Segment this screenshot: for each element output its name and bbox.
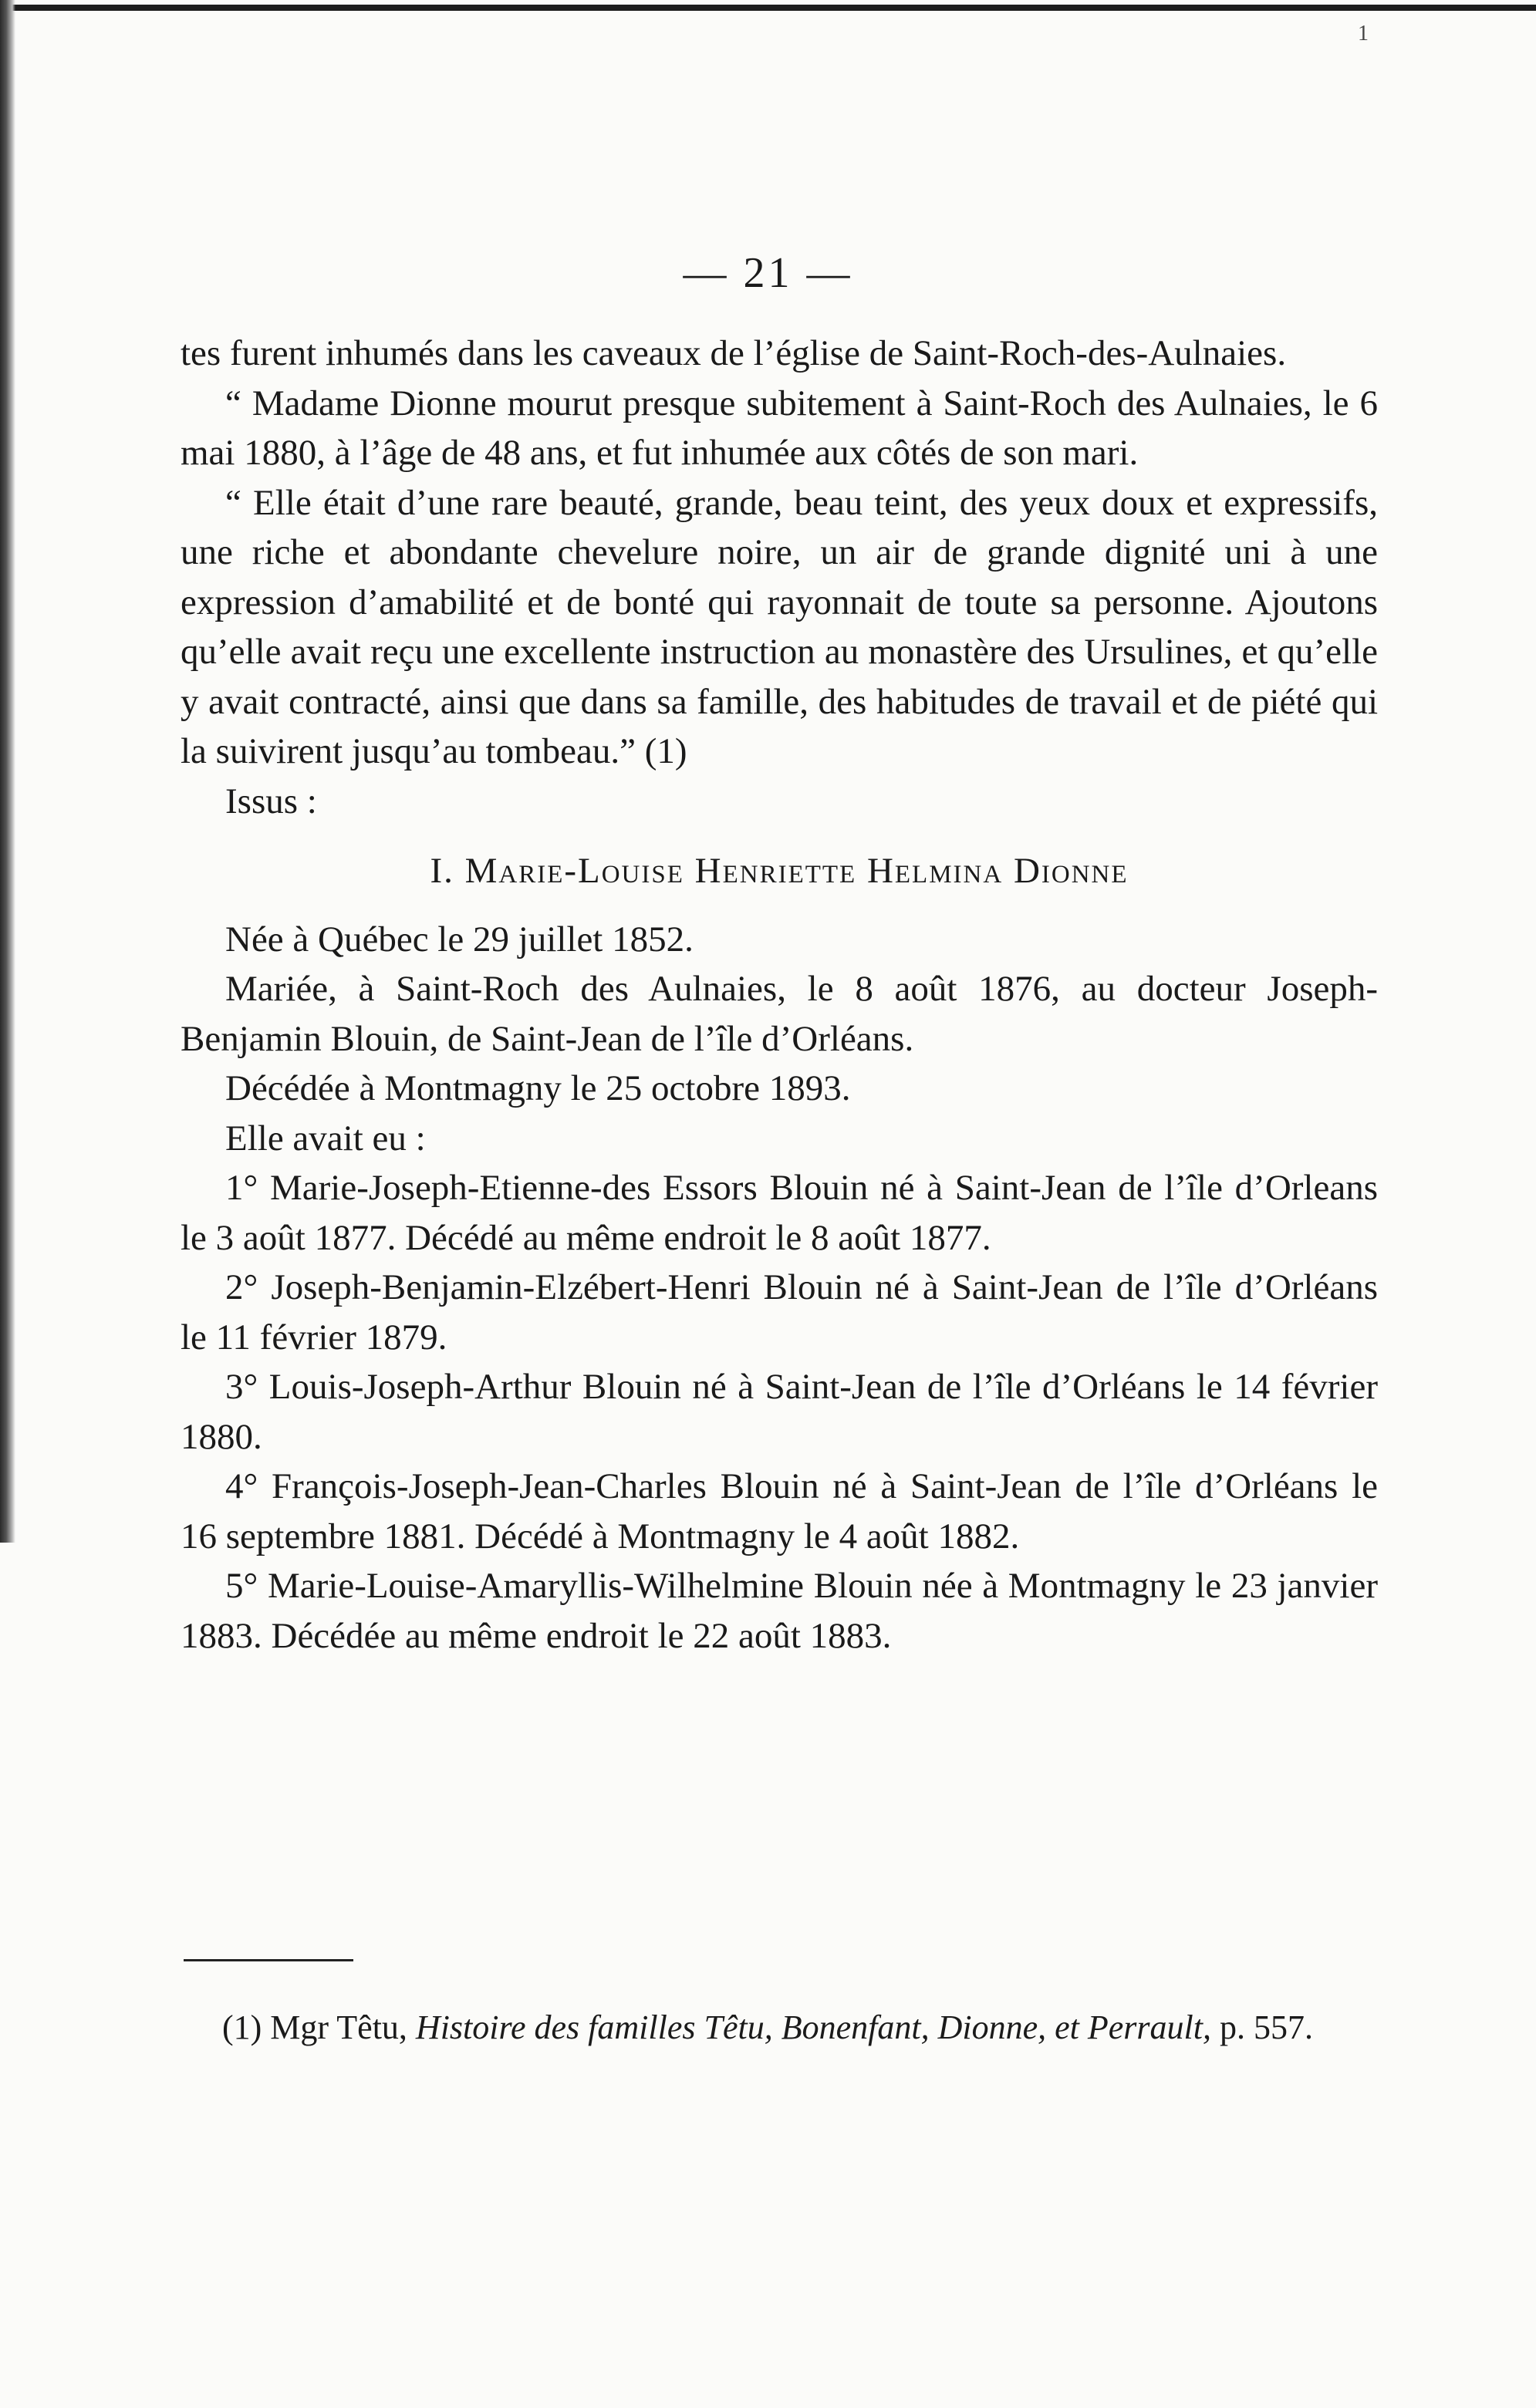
paragraph-quote-death: “ Madame Dionne mourut presque subitement à Saint-Roch des Aulnaies, le 6 mai 1880, à l’âge de 48 ans, et fut inhumée aux côtés de son mari. <box>181 383 1378 473</box>
child-entry-5: 5° Marie-Louise-Amaryllis-Wilhelmine Blouin née à Montmagny le 23 janvier 1883. Décédée au même endroit le 22 août 1883. <box>181 1566 1378 1656</box>
child-entry-2: 2° Joseph-Benjamin-Elzébert-Henri Blouin né à Saint-Jean de l’île d’Orléans le 11 février 1879. <box>181 1267 1378 1357</box>
scan-binding-edge <box>0 0 15 1543</box>
paragraph-continuation: tes furent inhumés dans les caveaux de l’église de Saint-Roch-des-Aulnaies. <box>181 333 1287 373</box>
footnote-title: Histoire des familles Têtu, Bonenfant, Dionne, et Perrault, <box>415 2008 1211 2046</box>
top-border-rule <box>0 5 1536 11</box>
child-entry-3: 3° Louis-Joseph-Arthur Blouin né à Saint-Jean de l’île d’Orléans le 14 février 1880. <box>181 1367 1378 1457</box>
paragraph-quote-description: “ Elle était d’une rare beauté, grande, beau teint, des yeux doux et expressifs, une riche et abondante chevelure noire, un air de grande dignité uni à une expression d’amabilité et de bonté qui rayonnait de toute sa personne. Ajoutons qu’elle avait reçu une excellente instruction au monastère des Ursulines, et qu’elle y avait contracté, ainsi que dans sa famille, des habitudes de travail et de piété qui la suivirent jusqu’au tombeau.” (1) <box>181 482 1378 771</box>
entry-death: Décédée à Montmagny le 25 octobre 1893. <box>225 1068 851 1108</box>
child-entry-1: 1° Marie-Joseph-Etienne-des Essors Blouin né à Saint-Jean de l’île d’Orleans le 3 août 1877. Décédé au même endroit le 8 août 1877. <box>181 1168 1378 1258</box>
section-heading: I. Marie-Louise Henriette Helmina Dionne <box>430 851 1129 891</box>
paragraph-issus: Issus : <box>225 781 317 821</box>
entry-marriage: Mariée, à Saint-Roch des Aulnaies, le 8 août 1876, au docteur Joseph-Benjamin Blouin, de Saint-Jean de l’île d’Orléans. <box>181 969 1378 1059</box>
corner-mark: 1 <box>1358 22 1369 46</box>
footnote <box>184 2005 1378 2050</box>
entry-birth: Née à Québec le 29 juillet 1852. <box>225 919 694 959</box>
body-text <box>181 329 1378 1661</box>
footnote-suffix: p. 557. <box>1219 2008 1313 2046</box>
footnote-prefix: (1) Mgr Têtu, <box>222 2008 407 2046</box>
entry-children-intro: Elle avait eu : <box>225 1118 426 1158</box>
child-entry-4: 4° François-Joseph-Jean-Charles Blouin né à Saint-Jean de l’île d’Orléans le 16 septembre 1881. Décédé à Montmagny le 4 août 1882. <box>181 1466 1378 1556</box>
footnote-rule <box>184 1959 353 1961</box>
page-number: — 21 — <box>683 249 853 297</box>
